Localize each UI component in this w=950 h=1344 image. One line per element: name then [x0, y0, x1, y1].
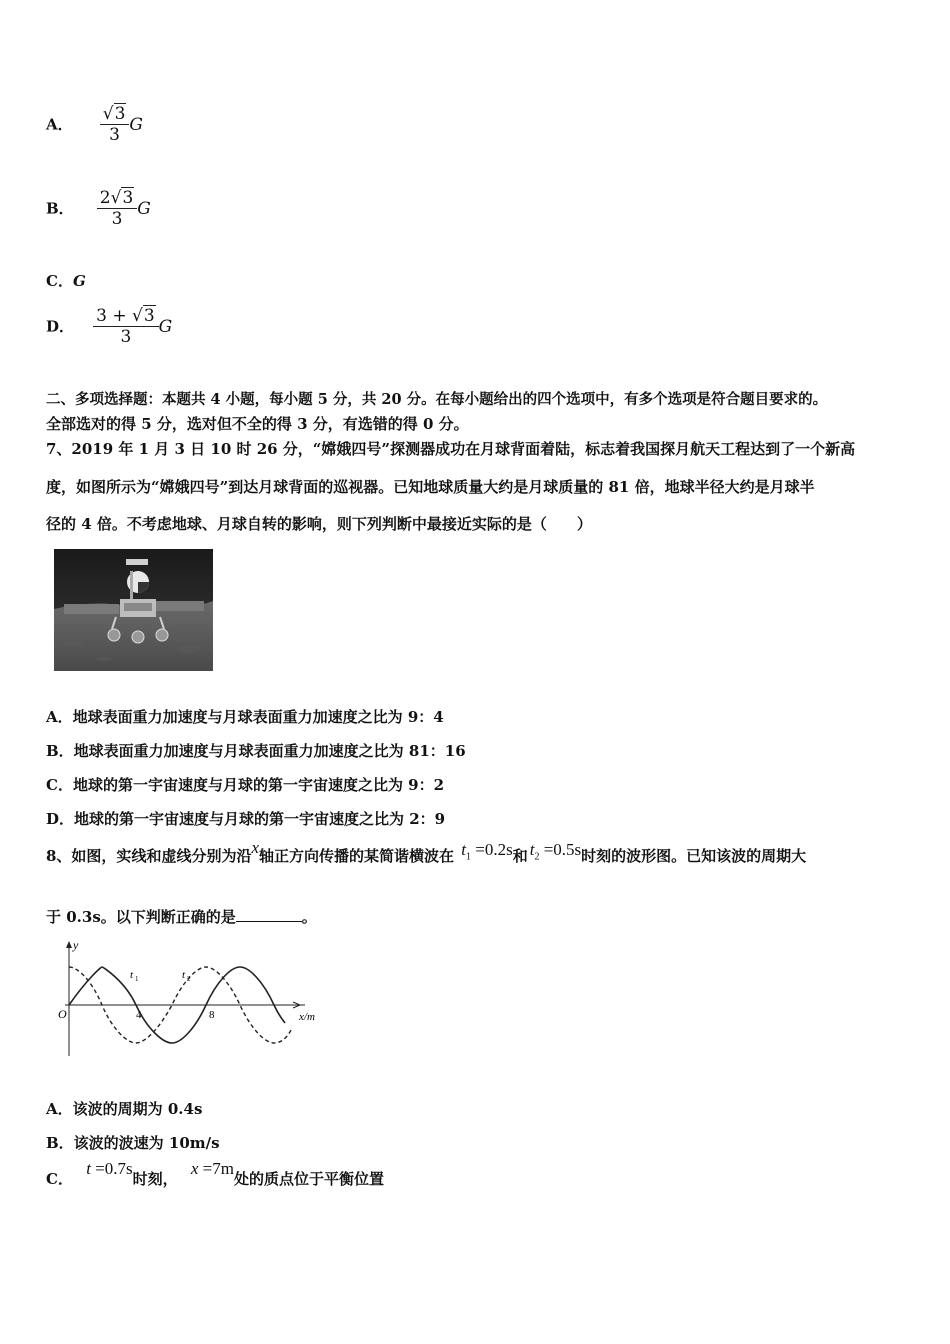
- q8-x: x: [251, 838, 259, 857]
- radicand: 3: [122, 188, 134, 208]
- wave-svg: [55, 938, 330, 1063]
- denominator: 3: [109, 125, 120, 146]
- q8-t1: $t_1 =0.2s$: [461, 840, 513, 863]
- q6-option-d: [46, 306, 172, 348]
- t2-label: t: [182, 969, 186, 981]
- q7-line3: 径的 4 倍。不考虑地球、月球自转的影响，则下列判断中最接近实际的是（ ）: [46, 515, 592, 533]
- option-letter: C．: [46, 272, 73, 290]
- q8-mid1: 轴正方向传播的某简谐横波在: [259, 847, 455, 865]
- x-label: x/m: [299, 1011, 315, 1023]
- variable-g: G: [129, 114, 143, 135]
- variable-g: G: [137, 198, 151, 219]
- q6-option-b: [46, 188, 151, 230]
- q7-option-a: A．地球表面重力加速度与月球表面重力加速度之比为 9：4: [46, 708, 444, 726]
- q6-option-a: [46, 104, 143, 146]
- radicand: 3: [114, 104, 126, 124]
- variable-g: G: [158, 316, 173, 337]
- denominator: 3: [111, 209, 123, 230]
- q8-c-x: x =7m: [190, 1159, 234, 1178]
- numerator-left: 3 +: [96, 306, 132, 326]
- rover-photo: [54, 549, 213, 671]
- q8-t2: $t_2 =0.5s$: [529, 840, 582, 863]
- fraction: $\frac{√3}{3}$: [100, 104, 130, 146]
- option-letter: B．: [46, 199, 74, 218]
- q8-option-c: [46, 1159, 384, 1190]
- q8-suffix: 时刻的波形图。已知该波的周期大: [581, 847, 807, 865]
- q8-line1: [46, 838, 807, 873]
- q8-c-t: t =0.7s: [86, 1159, 133, 1178]
- q8-line2-text: 于 0.3s。以下判断正确的是: [46, 908, 236, 926]
- section2-line1: 二、多项选择题：本题共 4 小题，每小题 5 分，共 20 分。在每小题给出的四个选项中，有多个选项是符合题目要求的。: [46, 391, 828, 408]
- q7-line1: 7、2019 年 1 月 3 日 10 时 26 分，“嫦娥四号”探测器成功在月球背面着陆，标志着我国探月航天工程达到了一个新高: [46, 440, 856, 458]
- option-letter: D．: [46, 317, 75, 336]
- option-text: G: [72, 272, 86, 290]
- option-letter: C．: [46, 1170, 73, 1188]
- t1-label: t: [130, 969, 134, 981]
- origin-label: O: [58, 1007, 67, 1021]
- q8-line2-end: 。: [301, 908, 317, 926]
- q8-line2: [46, 906, 317, 927]
- section2-line2: 全部选对的得 5 分，选对但不全的得 3 分，有选错的得 0 分。: [46, 415, 469, 433]
- q6-option-c: [46, 270, 86, 291]
- q8-and: 和: [512, 847, 528, 865]
- option-letter: A．: [46, 115, 73, 134]
- rover-illustration: [54, 549, 213, 671]
- q7-option-c: C．地球的第一宇宙速度与月球的第一宇宙速度之比为 9：2: [46, 776, 445, 794]
- fraction: $\frac{3 + √3}{3}$: [93, 306, 159, 348]
- q8-option-b: B．该波的波速为 10m/s: [46, 1134, 220, 1152]
- q7-line2: 度，如图所示为“嫦娥四号”到达月球背面的巡视器。已知地球质量大约是月球质量的 81 倍，地球半径大约是月球半: [46, 478, 815, 496]
- q7-option-d: D．地球的第一宇宙速度与月球的第一宇宙速度之比为 2：9: [46, 810, 446, 828]
- coefficient: 2: [99, 188, 111, 208]
- q8-prefix: 8、如图，实线和虚线分别为沿: [46, 847, 252, 865]
- y-axis-arrow: [66, 941, 72, 948]
- q8-option-a: A．该波的周期为 0.4s: [46, 1100, 203, 1118]
- radicand: 3: [143, 306, 155, 326]
- q8-c-mid: 时刻，: [132, 1170, 178, 1188]
- t2-label-sub: 2: [187, 975, 191, 983]
- y-label: y: [73, 938, 79, 952]
- t1-label-sub: 1: [135, 975, 139, 983]
- q8-c-end: 处的质点位于平衡位置: [233, 1170, 384, 1188]
- wave-graph: [55, 938, 330, 1063]
- tick-8: 8: [209, 1009, 215, 1021]
- tick-4: 4: [136, 1009, 142, 1021]
- q7-option-b: B．地球表面重力加速度与月球表面重力加速度之比为 81：16: [46, 742, 466, 760]
- fraction: $\frac{2√3}{3}$: [97, 188, 138, 230]
- answer-blank[interactable]: [236, 907, 302, 922]
- denominator: 3: [120, 327, 132, 348]
